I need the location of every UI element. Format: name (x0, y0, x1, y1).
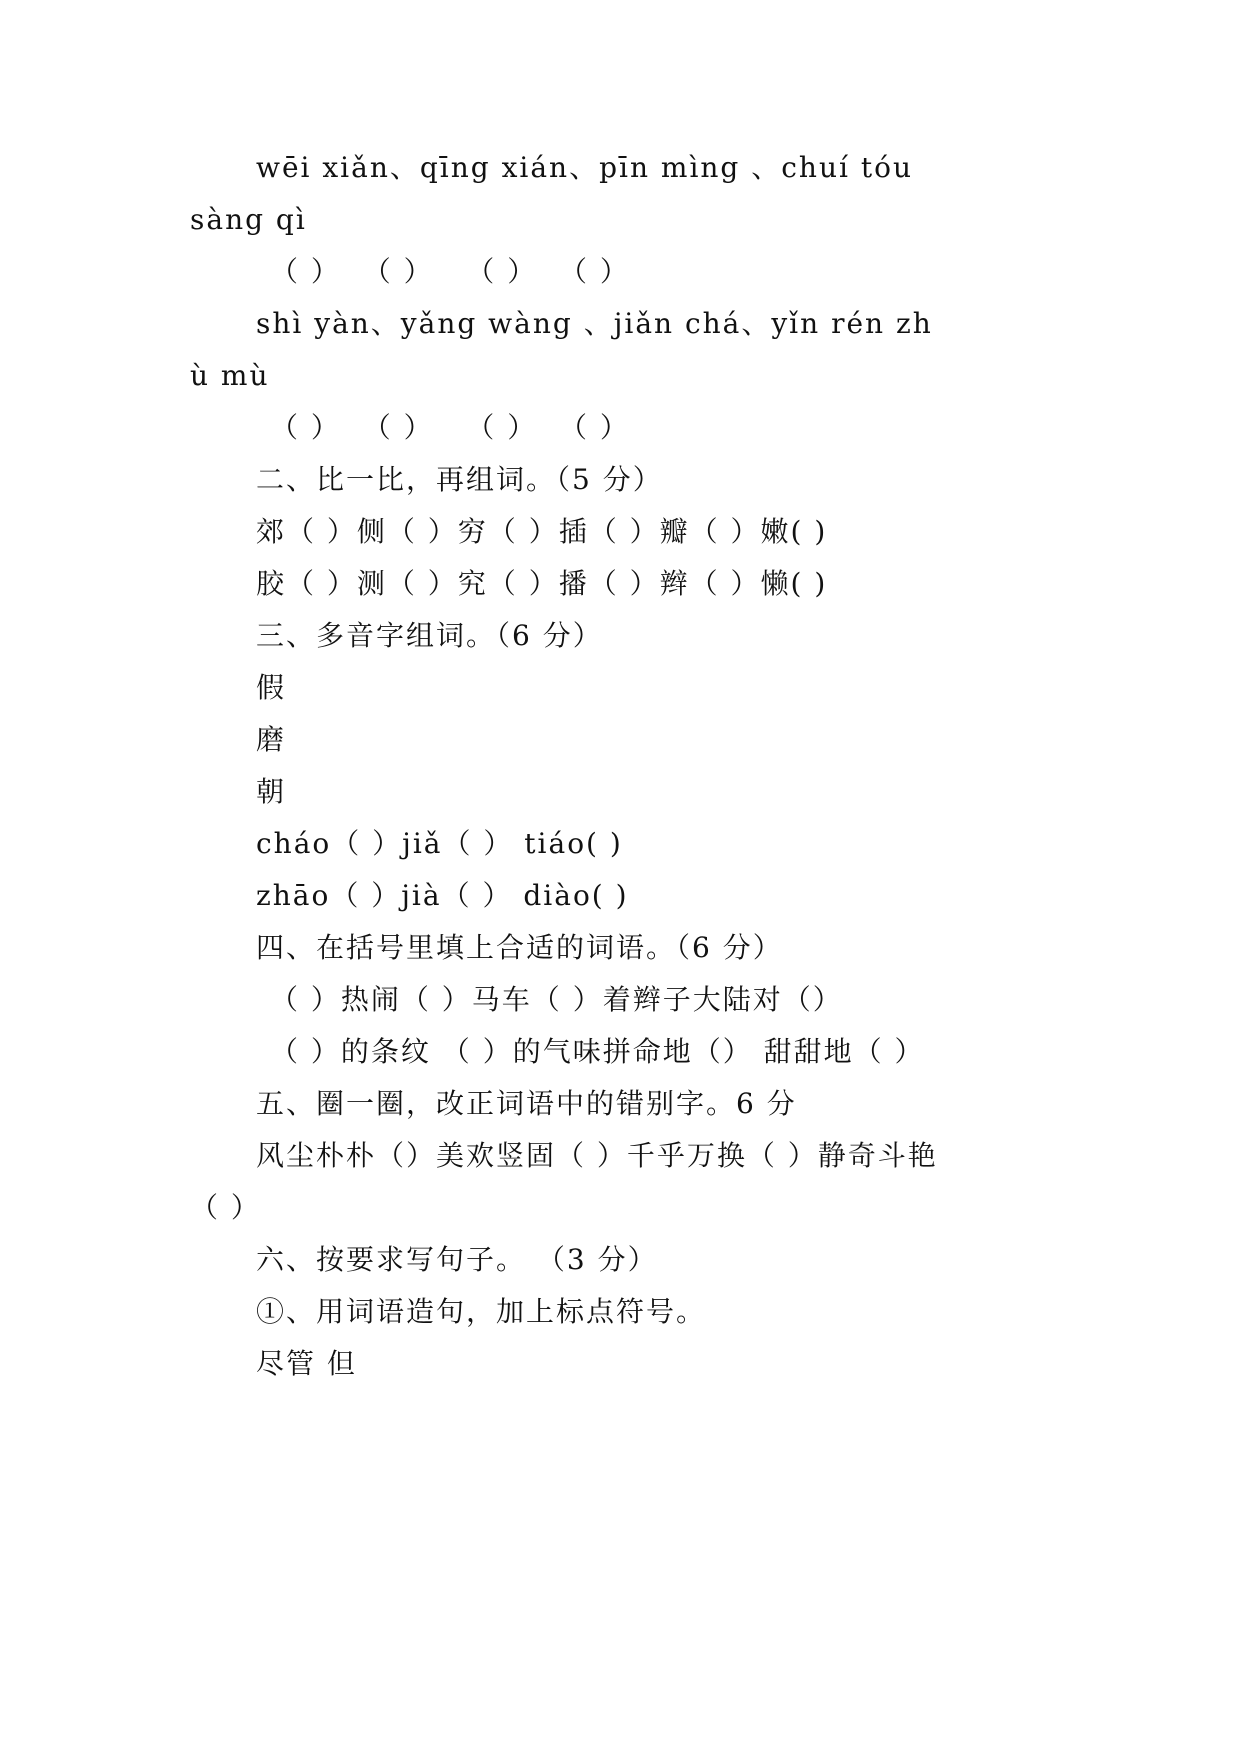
pinyin-line-2-cont: ù mù (190, 359, 270, 392)
compare-row-2: 胶（ ）测（ ）究（ ）播（ ）辫（ ）懒( ) (256, 567, 828, 600)
section-4-heading: 四、在括号里填上合适的词语。（6 分） (256, 931, 783, 964)
answer-brackets-2: （ ） （ ） （ ） （ ） (270, 411, 630, 444)
section-2-heading: 二、比一比，再组词。（5 分） (256, 463, 663, 496)
task-1-words: 尽管 但 (256, 1347, 357, 1380)
pinyin-line-1: wēi xiǎn、qīng xián、pīn mìng 、chuí tóu (256, 151, 913, 184)
section-3-heading: 三、多音字组词。（6 分） (256, 619, 603, 652)
polyphone-pinyin-1: cháo（ ）jiǎ（ ） tiáo( ) (256, 827, 623, 860)
polyphone-char-1: 假 (256, 671, 287, 704)
section-6-heading: 六、按要求写句子。 （3 分） (256, 1243, 658, 1276)
pinyin-line-1-cont: sàng qì (190, 203, 307, 236)
fill-words-row-2: （ ）的条纹 （ ）的气味拼命地（） 甜甜地（ ） (270, 1035, 925, 1068)
compare-row-1: 郊（ ）侧（ ）穷（ ）插（ ）瓣（ ）嫩( ) (256, 515, 828, 548)
typo-words-row-cont: （ ） (190, 1191, 261, 1224)
section-5-heading: 五、圈一圈，改正词语中的错别字。6 分 (256, 1087, 797, 1120)
typo-words-row: 风尘朴朴（）美欢竖固（ ）千乎万换（ ）静奇斗艳 (256, 1139, 938, 1172)
polyphone-pinyin-2: zhāo（ ）jià（ ） diào( ) (256, 879, 629, 912)
task-1-instruction: ①、用词语造句，加上标点符号。 (256, 1295, 707, 1328)
answer-brackets-1: （ ） （ ） （ ） （ ） (270, 255, 630, 288)
polyphone-char-2: 磨 (256, 723, 287, 756)
pinyin-line-2: shì yàn、yǎng wàng 、jiǎn chá、yǐn rén zh (256, 307, 933, 340)
fill-words-row-1: （ ）热闹（ ）马车（ ）着辫子大陆对（） (270, 983, 843, 1016)
polyphone-char-3: 朝 (256, 775, 287, 808)
